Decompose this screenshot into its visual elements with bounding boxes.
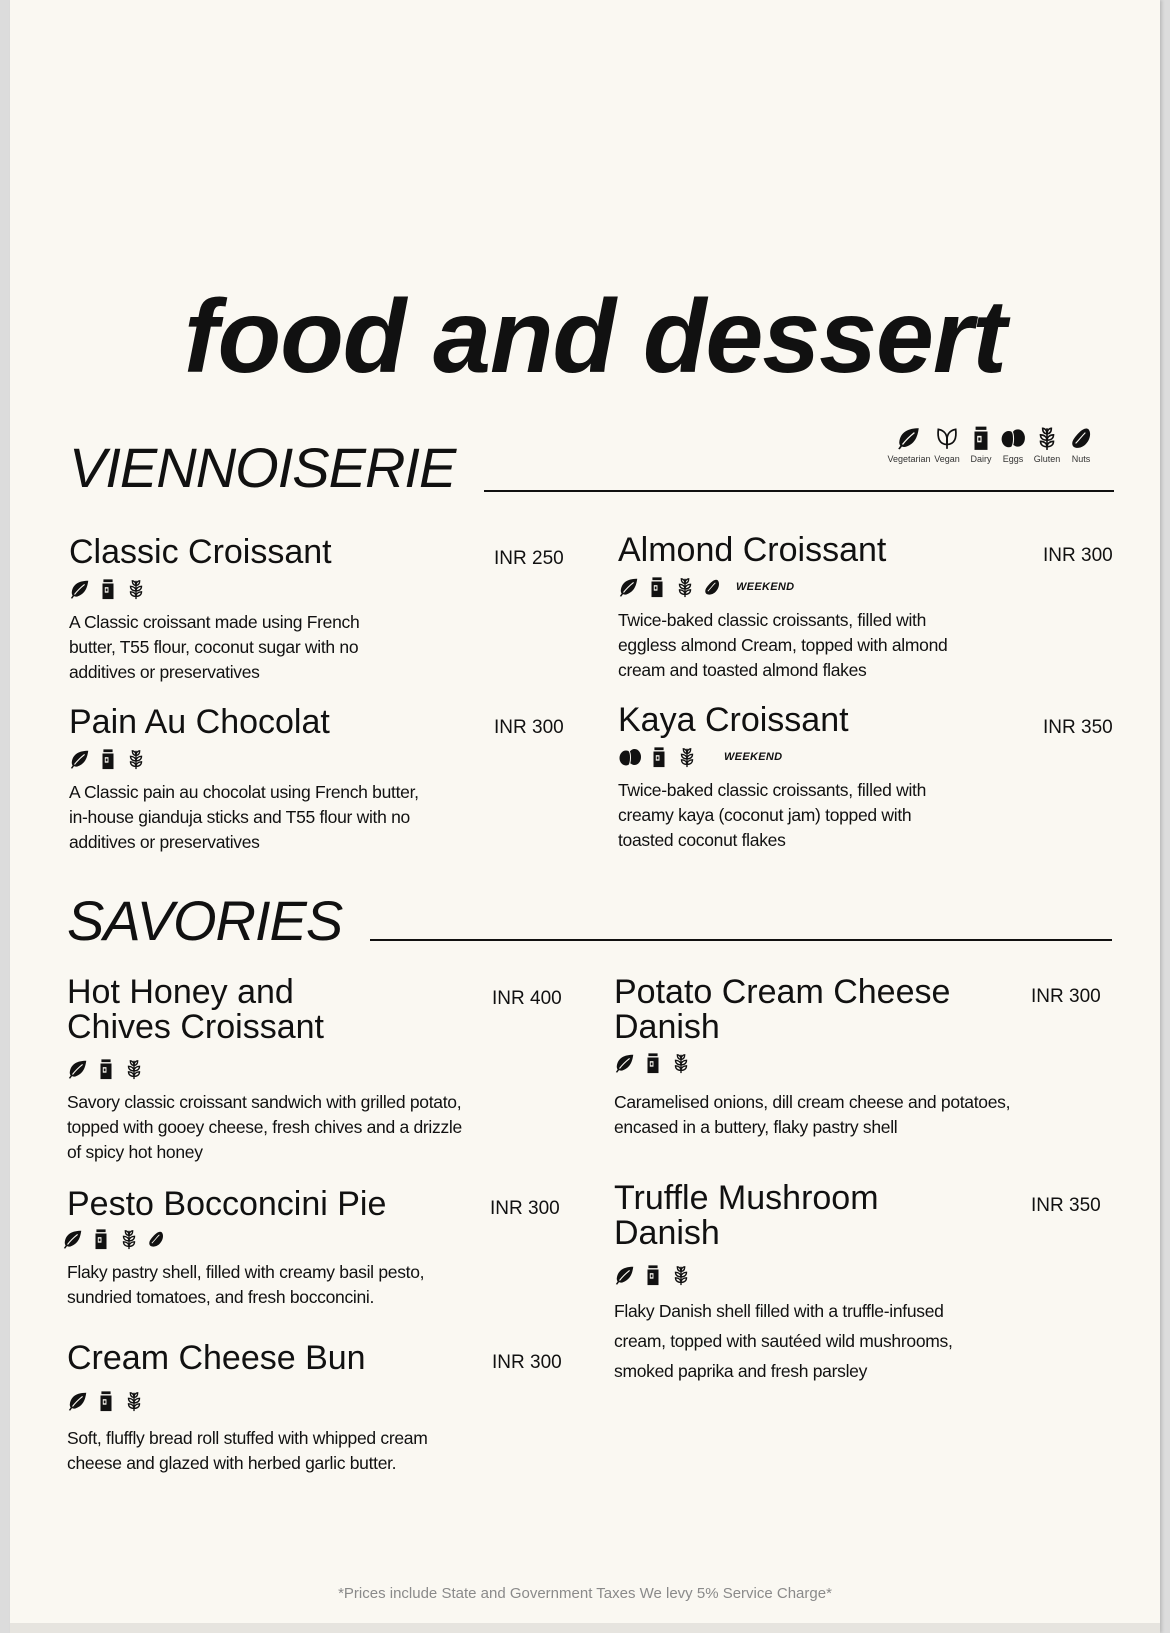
wheat-icon: [674, 576, 696, 598]
legend-item: [998, 425, 1028, 464]
legend-label: Nuts: [1071, 454, 1091, 464]
leaf-icon: [896, 425, 922, 451]
milk-carton-icon: [97, 578, 119, 600]
section-heading-viennoiserie: VIENNOISERIE: [69, 436, 456, 499]
item-description: Twice-baked classic croissants, filled with creamy kaya (coconut jam) topped with toasted coconut flakes: [618, 779, 927, 850]
legend-item: [1066, 425, 1096, 464]
weekend-tag: WEEKEND: [736, 580, 795, 593]
item-name: Almond Croissant: [618, 531, 887, 569]
wheat-icon: [1034, 425, 1060, 451]
milk-carton-icon: [642, 1264, 664, 1286]
milk-carton-icon: [646, 576, 668, 598]
milk-carton-icon: [95, 1390, 117, 1412]
wheat-icon: [125, 578, 147, 600]
dietary-icons: [618, 744, 1098, 770]
item-description: A Classic croissant made using French butter, T55 flour, coconut sugar with no additives or preservatives: [69, 611, 360, 682]
item-description: Flaky Danish shell filled with a truffle-infused cream, topped with sautéed wild mushrooms, smoked paprika and fresh parsley: [614, 1301, 953, 1382]
leaf-icon: [69, 578, 91, 600]
item-name: Classic Croissant: [69, 533, 332, 571]
legend-item: [888, 425, 930, 464]
item-price: INR 400: [492, 988, 562, 1009]
item-price: INR 250: [494, 548, 564, 569]
milk-carton-icon: [968, 425, 994, 451]
leaf-icon: [67, 1390, 89, 1412]
item-price: INR 300: [490, 1198, 560, 1219]
wheat-icon: [118, 1228, 140, 1250]
dietary-icons: [62, 1226, 572, 1252]
item-description: Caramelised onions, dill cream cheese and potatoes, encased in a buttery, flaky pastry shell: [614, 1092, 1011, 1138]
item-name: Hot Honey and Chives Croissant: [67, 973, 324, 1046]
legend-item: [964, 425, 998, 464]
wheat-icon: [125, 748, 147, 770]
menu-item-almond-croissant: [618, 533, 1098, 683]
milk-carton-icon: [95, 1058, 117, 1080]
item-name: Pesto Bocconcini Pie: [67, 1185, 387, 1223]
item-name: Kaya Croissant: [618, 701, 849, 739]
item-price: INR 300: [1031, 986, 1101, 1007]
dietary-icons: [69, 576, 569, 602]
milk-carton-icon: [648, 746, 670, 768]
leaf-icon: [614, 1052, 636, 1074]
item-description: Soft, fluffly bread roll stuffed with whipped cream cheese and glazed with herbed garlic butter.: [67, 1427, 428, 1473]
milk-carton-icon: [642, 1052, 664, 1074]
eggs-icon: [618, 745, 642, 769]
item-description: A Classic pain au chocolat using French butter, in-house gianduja sticks and T55 flour with no additives or preservatives: [69, 781, 419, 852]
wheat-icon: [676, 746, 698, 768]
item-name: Potato Cream Cheese Danish: [614, 973, 951, 1046]
legend-label: Vegetarian: [887, 454, 931, 464]
wheat-icon: [670, 1052, 692, 1074]
dietary-icons: [614, 1050, 1114, 1076]
page-bottom-edge: [10, 1623, 1160, 1633]
item-name: Truffle Mushroom Danish: [614, 1179, 879, 1252]
wheat-icon: [123, 1058, 145, 1080]
wheat-icon: [670, 1264, 692, 1286]
legend-label: Gluten: [1033, 454, 1061, 464]
legend-label: Eggs: [1002, 454, 1024, 464]
item-name: Cream Cheese Bun: [67, 1339, 366, 1377]
item-price: INR 350: [1031, 1195, 1101, 1216]
leaf-icon: [69, 748, 91, 770]
legend-label: Dairy: [970, 454, 992, 464]
dietary-legend: [888, 425, 1096, 464]
dietary-icons: [69, 746, 569, 772]
milk-carton-icon: [90, 1228, 112, 1250]
menu-item-kaya-croissant: [618, 703, 1098, 853]
leaf-icon: [67, 1058, 89, 1080]
dietary-icons: [67, 1056, 577, 1082]
item-description: Twice-baked classic croissants, filled with eggless almond Cream, topped with almond cream and toasted almond flakes: [618, 609, 948, 680]
footer-note: *Prices include State and Government Taxes We levy 5% Service Charge*: [338, 1585, 832, 1602]
dietary-icons: [67, 1388, 577, 1414]
dietary-icons: [614, 1262, 1114, 1288]
sprout-icon: [934, 425, 960, 451]
dietary-icons: [618, 574, 1098, 600]
item-price: INR 350: [1043, 717, 1113, 738]
legend-item: [930, 425, 964, 464]
item-price: INR 300: [1043, 545, 1113, 566]
nut-icon: [1068, 425, 1094, 451]
nut-icon: [146, 1229, 166, 1249]
legend-item: [1028, 425, 1066, 464]
leaf-icon: [618, 576, 640, 598]
nut-icon: [702, 577, 722, 597]
item-name: Pain Au Chocolat: [69, 703, 330, 741]
leaf-icon: [614, 1264, 636, 1286]
weekend-tag: WEEKEND: [724, 750, 783, 763]
item-price: INR 300: [494, 717, 564, 738]
legend-label: Vegan: [934, 454, 960, 464]
section-heading-savories: SAVORIES: [67, 889, 343, 952]
section-rule: [484, 490, 1114, 492]
section-rule: [370, 939, 1112, 941]
leaf-icon: [62, 1228, 84, 1250]
item-description: Flaky pastry shell, filled with creamy basil pesto, sundried tomatoes, and fresh bocconcini.: [67, 1261, 425, 1307]
eggs-icon: [1000, 425, 1026, 451]
item-description: Savory classic croissant sandwich with grilled potato, topped with gooey cheese, fresh chives and a drizzle of spicy hot honey: [67, 1092, 462, 1163]
menu-title: food and dessert: [184, 279, 1006, 395]
wheat-icon: [123, 1390, 145, 1412]
milk-carton-icon: [97, 748, 119, 770]
item-price: INR 300: [492, 1352, 562, 1373]
